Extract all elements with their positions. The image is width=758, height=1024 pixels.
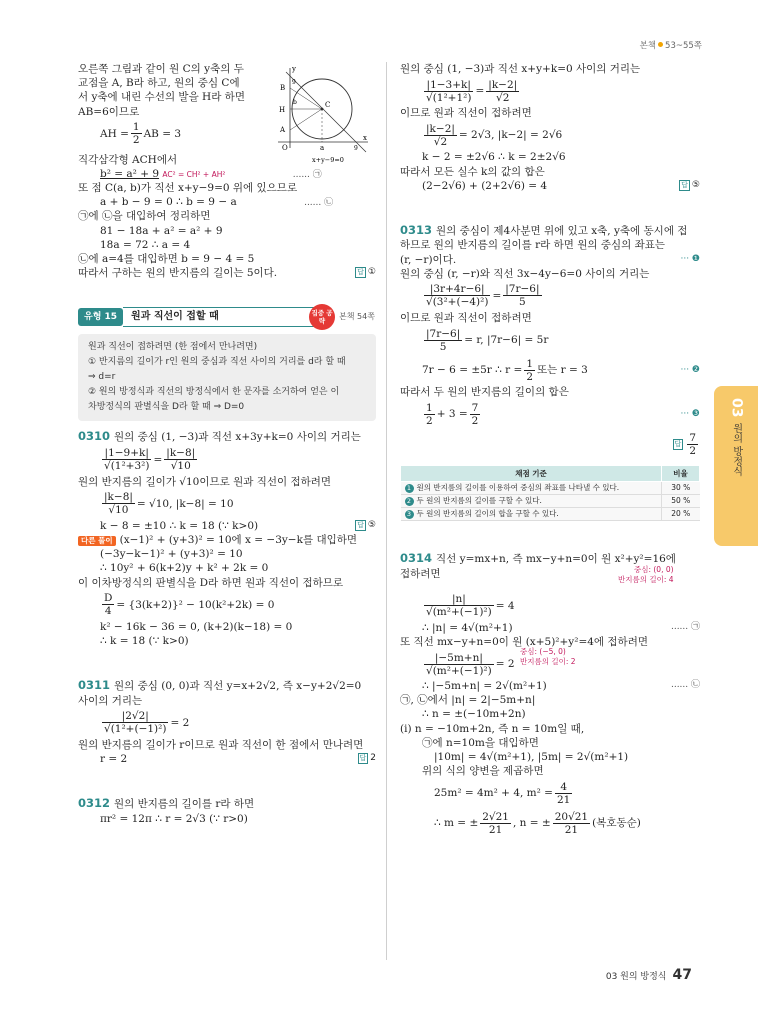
fig-label-line: x+y−9=0: [312, 156, 344, 164]
problem-0313-stem: 0313 원의 중심이 제4사분면 위에 있고 x축, y축에 동시에 접: [400, 222, 688, 237]
p0314-line-9: 25m² = 4m² + 4, m² = $\frac{4}{21}$: [434, 780, 571, 806]
problem-0312-stem: 0312 원의 반지름의 길이를 r라 하면: [78, 796, 255, 811]
answer-icon: 답: [681, 180, 688, 189]
p0314-eq2b: ∴ |−5m+n| = 2√(m²+1) ...... ㉡: [422, 680, 700, 693]
scoring-table: [400, 465, 700, 521]
intro-line-1: 오른쪽 그림과 같이 원 C의 y축의 두: [78, 63, 244, 75]
calc-line-2: 18a = 72 ∴ a = 4: [100, 238, 191, 251]
p0311-distance: $\frac{|2√2|}{\text{√(1²+(−1)²)}}$ = 2: [104, 710, 190, 736]
p0310-distance: $\frac{|1-9+k|}{\text{√(1²+3²)}}$ = $\frac{|k-8|}{√10}$: [104, 447, 196, 473]
p0312-solution: πr² = 12π ∴ r = 2√3 (∵ r>0): [100, 812, 248, 825]
eq2-line: a + b − 9 = 0 ∴ b = 9 − a ...... ㉡: [100, 196, 334, 209]
focus-badge: 집중 공략: [309, 304, 335, 330]
problem-0311-stem: 0311 원의 중심 (0, 0)과 직선 y=x+2√2, 즉 x−y+2√2=0: [78, 678, 362, 693]
intro-line-3: 서 y축에 내린 수선의 발을 H라 하면: [78, 91, 245, 104]
answer-mark: 답 2: [359, 752, 376, 763]
fig-label-a-x: a: [320, 144, 325, 152]
p0310-alt-2: (−3y−k−1)² + (y+3)² = 10: [100, 548, 243, 561]
p0314-line-8: 위의 식의 양변을 제곱하면: [422, 765, 544, 778]
p0314-note-2: 중심: (−5, 0) 반지름의 길이: 2: [520, 647, 576, 667]
p0310-solution: k − 8 = ±10 ∴ k = 18 (∵ k>0) 답 ⑤: [100, 519, 376, 532]
chapter-side-tab: [714, 386, 758, 546]
calc-line-3: ㉡에 a=4를 대입하면 b = 9 − 4 = 5: [78, 252, 255, 265]
p0313-stem-2: 하므로 원의 반지름의 길이를 r라 하면 원의 중심의 좌표는: [400, 239, 666, 252]
p0313-line-3: 7r − 6 = ±5r ∴ r = $\frac{1}{2}$ 또는 r = 3 ··· ❷: [422, 357, 700, 383]
answer-mark: 답 ⑤: [681, 179, 700, 190]
answer-mark: 답 ①: [357, 267, 376, 278]
p0311-cond: 원의 반지름의 길이가 r이므로 원과 직선이 한 점에서 만나려면: [78, 738, 364, 751]
answer-icon: 답: [357, 520, 364, 529]
intro-line-4: AB=6이므로: [78, 105, 140, 118]
fig-label-9: 9: [292, 79, 296, 86]
page-header: 본책 53~55쪽: [639, 41, 702, 51]
p0310-alt-7: ∴ k = 18 (∵ k>0): [100, 634, 189, 647]
p0314-line-10: ∴ m = ± $\frac{2√21}{21}$ , n = ± $\frac{20√21}{21}$ (복호동순): [434, 810, 641, 836]
cont-distance: $\frac{|1-3+k|}{\text{√(1²+1²)}}$ = $\frac{|k-2|}{√2}$: [426, 78, 518, 104]
cont-line-4: 따라서 모든 실수 k의 값의 합은: [400, 165, 545, 178]
fig-label-a: A: [280, 126, 286, 134]
p0314-eq1: $\frac{|n|}{\text{√(m²+(−1)²)}}$ = 4: [426, 593, 515, 619]
page-footer: [606, 966, 692, 985]
p0311-solution: r = 2 답 2: [100, 752, 376, 765]
p0313-equation: $\frac{|7r-6|}{5}$ = r, |7r−6| = 5r: [426, 327, 549, 353]
eq1-line: b² = a² + 9 AC² = CH² + AH² ...... ㉠: [100, 167, 322, 180]
right-triangle-line: 직각삼각형 ACH에서: [78, 153, 178, 166]
fig-label-b-small: b: [293, 99, 297, 106]
cont-equation: $\frac{|k-2|}{√2}$ = 2√3, |k−2| = 2√6: [426, 122, 563, 148]
chapter-number: 03: [728, 398, 745, 418]
type-banner: [78, 306, 376, 328]
p0313-distance: $\frac{|3r+4r-6|}{\text{√(3²+(−4)²)}}$ = $\frac{|7r-6|}{5}$: [426, 283, 540, 309]
chapter-name: 원의 방정식: [730, 423, 742, 477]
cont-line-2: 이므로 원과 직선이 접하려면: [400, 107, 532, 120]
fig-label-b: B: [280, 84, 286, 92]
circle-figure: [274, 62, 368, 166]
table-row: 1 원의 반지름의 길이를 이용하여 중심의 좌표를 나타낼 수 있다. 30 %: [401, 482, 700, 495]
type-title: 원과 직선이 접할 때: [123, 307, 319, 327]
p0313-answer: 답 $\frac{7}{2}$: [674, 431, 696, 457]
page-number: 47: [672, 967, 692, 983]
cont-line-5: (2−2√6) + (2+2√6) = 4 답 ⑤: [422, 179, 700, 192]
problem-0314-stem: 0314 직선 y=mx+n, 즉 mx−y+n=0이 원 x²+y²=16에: [400, 551, 676, 566]
table-row: 3 두 원의 반지름의 길이의 합을 구할 수 있다. 20 %: [401, 508, 700, 521]
answer-icon: 답: [674, 439, 682, 448]
cont-line-3: k − 2 = ±2√6 ∴ k = 2±2√6: [422, 151, 566, 164]
p0313-line-1: 원의 중심 (r, −r)와 직선 3x−4y−6=0 사이의 거리는: [400, 267, 650, 280]
p0310-alt-4: 이 이차방정식의 판별식을 D라 하면 원과 직선이 접하므로: [78, 576, 344, 589]
footer-label: 03 원의 방정식: [605, 972, 667, 982]
right-column: [400, 62, 700, 838]
p0311-stem-2: 사이의 거리는: [78, 694, 143, 707]
p0314-eq2-wrap: [400, 649, 700, 679]
intro-line-2: 교점을 A, B라 하고, 원의 중심 C에: [78, 77, 240, 90]
p0313-stem-3: (r, −r)이다. ··· ❶: [400, 253, 700, 266]
p0310-alt-1: 다른 풀이 (x−1)² + (y+3)² = 10에 x = −3y−k를 대입하면: [78, 533, 376, 547]
point-on-line: 또 점 C(a, b)가 직선 x+y−9=0 위에 있으므로: [78, 182, 298, 195]
fig-label-y: y: [292, 65, 296, 73]
table-header: 채점 기준: [401, 466, 662, 482]
calc-line-1: 81 − 18a + a² = a² + 9: [100, 224, 223, 237]
type-summary-box: 원과 직선이 접하려면 (한 점에서 만나려면) ① 반지름의 길이가 r인 원의 중심과 직선 사이의 거리를 d라 할 때 ⇒ d=r ② 원의 방정식과 직선의 방정식에서 한 문자를 소거하여 얻은 이 차방정식의 판별식을 D라 할 때 ⇒ D=0: [78, 334, 376, 421]
subst-line: ㉠에 ㉡을 대입하여 정리하면: [78, 210, 211, 223]
cont-line-1: 원의 중심 (1, −3)과 직선 x+y+k=0 사이의 거리는: [400, 63, 641, 75]
fig-label-9-x: 9: [354, 145, 358, 152]
column-divider: [386, 62, 387, 960]
p0310-alt-6: k² − 16k − 36 = 0, (k+2)(k−18) = 0: [100, 620, 293, 633]
p0314-stem-2: 접하려면 중심: (0, 0) 반지름의 길이: 4: [400, 564, 674, 584]
p0314-line-6: ㉠에 n=10m을 대입하면: [422, 736, 539, 749]
fig-label-o: O: [282, 144, 288, 152]
table-header-row: [401, 466, 700, 482]
p0314-line-3: ㉠, ㉡에서 |n| = 2|−5m+n|: [400, 694, 536, 707]
answer-icon: 답: [359, 753, 367, 762]
p0313-line-4: 따라서 두 원의 반지름의 길이의 합은: [400, 386, 569, 399]
table-row: 2 두 원의 반지름의 길이를 구할 수 있다. 50 %: [401, 495, 700, 508]
bullet-icon: [658, 42, 663, 47]
answer-icon: 답: [357, 268, 364, 277]
p0314-line-7: |10m| = 4√(m²+1), |5m| = 2√(m²+1): [434, 750, 629, 763]
left-column: [78, 62, 376, 826]
fig-label-x: x: [363, 134, 367, 142]
p0314-note-1: 중심: (0, 0) 반지름의 길이: 4: [618, 564, 674, 584]
fig-label-c: C: [325, 101, 331, 109]
ah-equation: AH = $\frac{1}{2}$ AB = 3: [100, 121, 182, 147]
table-header: 비율: [662, 466, 700, 482]
p0310-equation: $\frac{|k-8|}{√10}$ = √10, |k−8| = 10: [104, 491, 234, 517]
p0314-eq2: $\frac{|-5m+n|}{\text{√(m²+(−1)²)}}$ = 2: [426, 651, 515, 677]
fig-label-h: H: [279, 106, 286, 114]
p0314-line-4: ∴ n = ±(−10m+2n): [422, 708, 526, 721]
type-ref: 본책 54쪽: [339, 311, 375, 321]
p0314-eq1b: ∴ |n| = 4√(m²+1) ...... ㉠: [422, 621, 700, 634]
p0310-alt-5: $\frac{D}{4}$ = {3(k+2)}² − 10(k²+2k) = 0: [104, 592, 275, 618]
problem-0310-stem: 0310 원의 중심 (1, −3)과 직선 x+3y+k=0 사이의 거리는: [78, 429, 361, 444]
conclusion-line: 따라서 구하는 원의 반지름의 길이는 5이다. 답 ①: [78, 267, 376, 280]
p0313-sum: $\frac{1}{2}$ + 3 = $\frac{7}{2}$ ··· ❸: [426, 401, 700, 427]
p0314-line-2: 또 직선 mx−y+n=0이 원 (x+5)²+y²=4에 접하려면: [400, 635, 648, 648]
p0310-alt-3: ∴ 10y² + 6(k+2)y + k² + 2k = 0: [100, 562, 269, 575]
answer-mark: 답 ⑤: [357, 519, 376, 530]
p0313-line-2: 이므로 원과 직선이 접하려면: [400, 311, 532, 324]
type-badge: 유형 15: [78, 308, 123, 326]
p0314-line-5: (i) n = −10m+2n, 즉 n = 10m일 때,: [400, 722, 585, 735]
p0310-cond: 원의 반지름의 길이가 √10이므로 원과 직선이 접하려면: [78, 475, 332, 488]
